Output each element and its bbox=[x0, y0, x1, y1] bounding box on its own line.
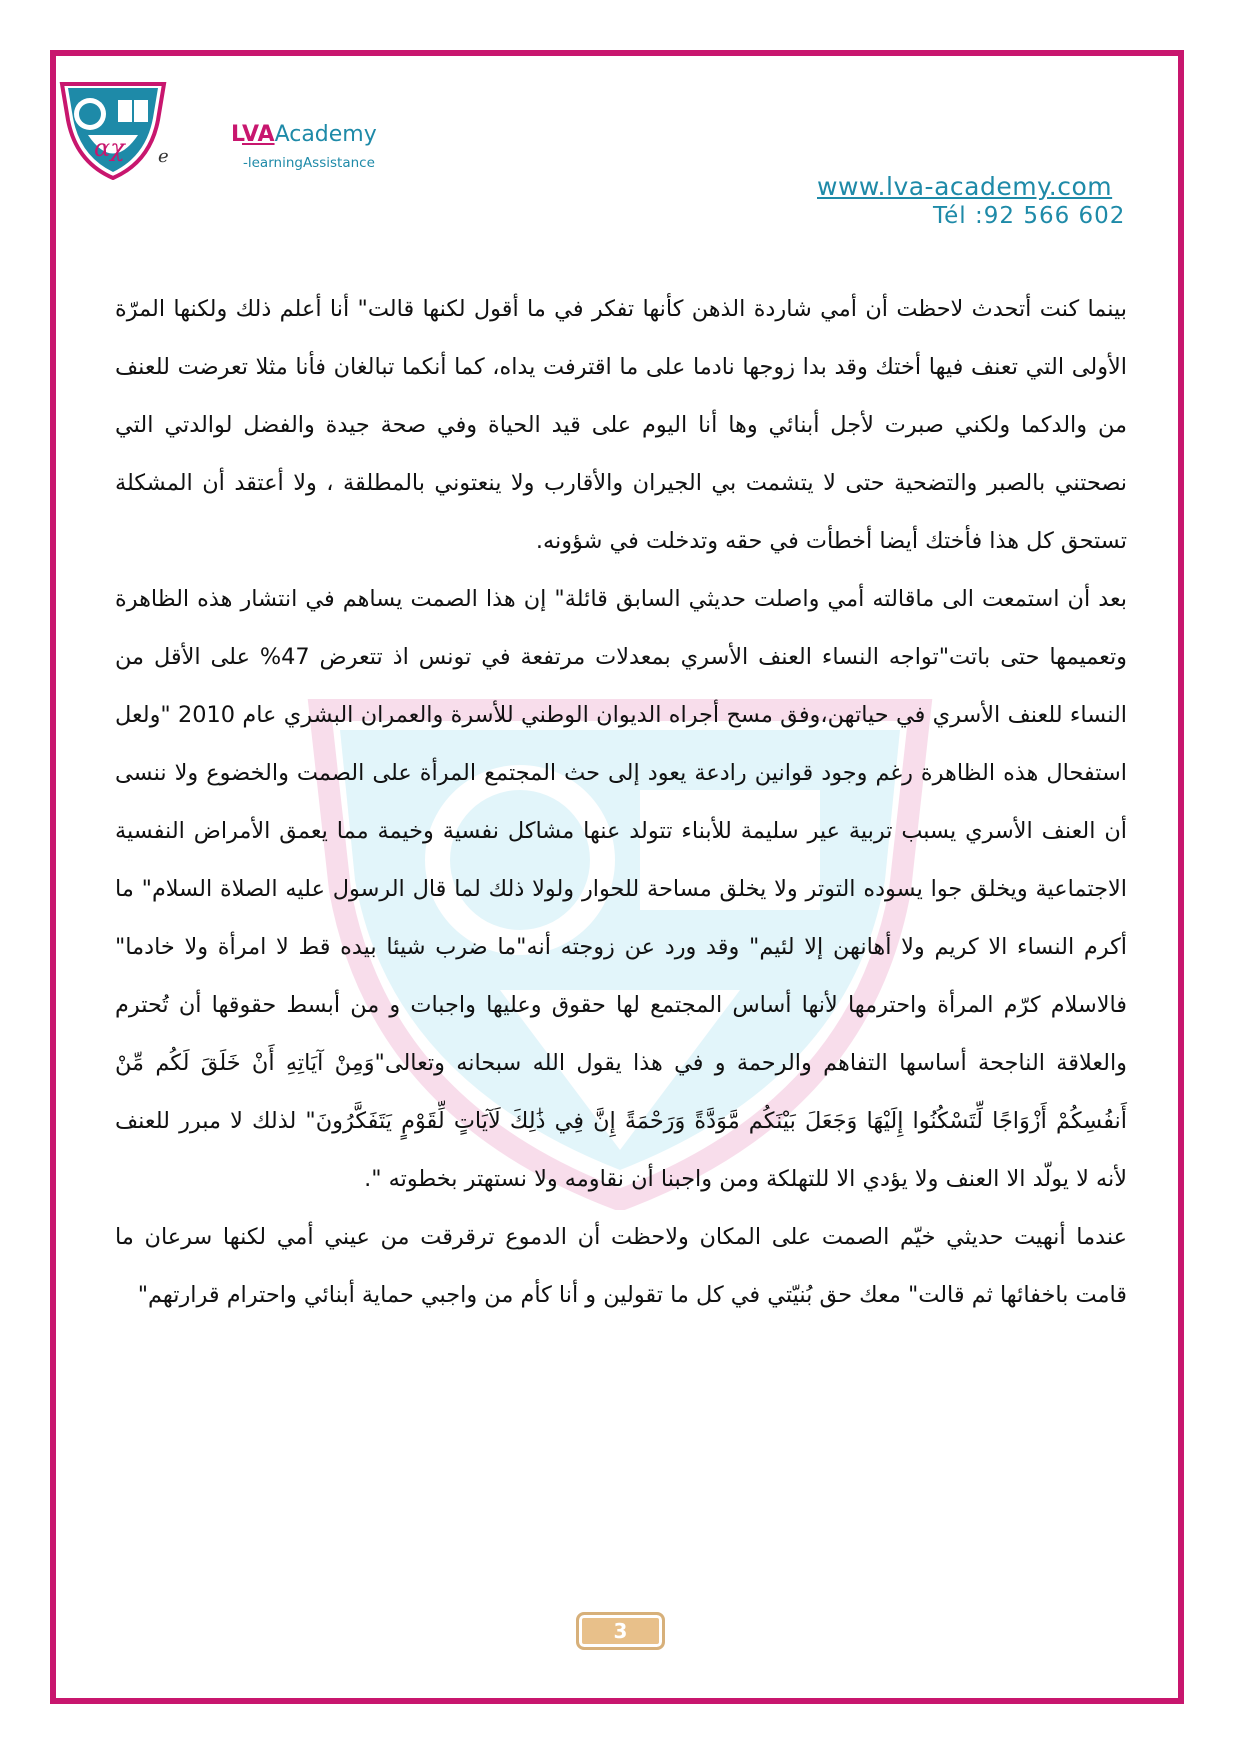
brand-tagline: -learningAssistance bbox=[243, 155, 375, 171]
paragraph-3: عندما أنهيت حديثي خيّم الصمت على المكان ولاحظت أن الدموع ترقرقت من عيني أمي لكنها سرعان ما قامت باخفائها ثم قالت" معك حق بُنيّتي في كل ما تقولين و أنا كأم من واجبي حماية أبنائي واحترام قرارتهم" bbox=[115, 1224, 1127, 1308]
brand-va: VA bbox=[242, 122, 275, 147]
brand-name bbox=[231, 122, 377, 147]
phone-number: Tél :92 566 602 bbox=[933, 203, 1126, 229]
brand-l: L bbox=[231, 122, 242, 147]
svg-text:αχ: αχ bbox=[94, 134, 125, 162]
academy-logo bbox=[58, 80, 168, 180]
website-link[interactable]: www.lva-academy.com bbox=[817, 172, 1113, 201]
paragraph-2: بعد أن استمعت الى ماقالته أمي واصلت حديثي السابق قائلة" إن هذا الصمت يساهم في انتشار هذه الظاهرة وتعميمها حتى باتت"تواجه النساء العنف الأسري بمعدلات مرتفعة في تونس اذ تتعرض 47% على الأقل من النساء للعنف الأسري في حياتهن،وفق مسح أجراه الديوان الوطني للأسرة والعمران البشري عام 2010 "ولعل استفحال هذه الظاهرة رغم وجود قوانين رادعة يعود إلى حث المجتمع المرأة على الصمت والخضوع ولا ننسى أن العنف الأسري يسبب تربية عير سليمة للأبناء تتولد عنها مشاكل نفسية وخيمة مما يعمق الأمراض النفسية الاجتماعية ويخلق جوا يسوده التوتر ولا يخلق مساحة للحوار ولولا ذلك لما قال الرسول عليه الصلاة السلام" ما أكرم النساء الا كريم ولا أهانهن إلا لئيم" وقد ورد عن زوجته أنه"ما ضرب شيئا بيده قط لا امرأة ولا خادما" فالاسلام كرّم المرأة واحترمها لأنها أساس المجتمع لها حقوق وعليها واجبات و من أبسط حقوقها أن تُحترم والعلاقة الناجحة أساسها التفاهم والرحمة و في هذا يقول الله سبحانه وتعالى"وَمِنْ آيَاتِهِ أَنْ خَلَقَ لَكُم مِّنْ أَنفُسِكُمْ أَزْوَاجًا لِّتَسْكُنُوا إِلَيْهَا وَجَعَلَ بَيْنَكُم مَّوَدَّةً وَرَحْمَةً إِنَّ فِي ذَٰلِكَ لَآيَاتٍ لِّقَوْمٍ يَتَفَكَّرُونَ" لذلك لا مبرر للعنف لأنه لا يولّد الا العنف ولا يؤدي الا للتهلكة ومن واجبنا أن نقاومه ولا نستهتر بخطوته ". bbox=[115, 586, 1128, 1192]
article-body bbox=[115, 280, 1127, 1324]
logo-e-letter: e bbox=[158, 146, 169, 167]
paragraph-1: بينما كنت أتحدث لاحظت أن أمي شاردة الذهن كأنها تفكر في ما أقول لكنها قالت" أنا أعلم ذلك ولكنها المرّة الأولى التي تعنف فيها أختك وقد بدا زوجها نادما على ما اقترفت يداه، كما أنكما تبالغان فأنا مثلا تعرضت للعنف من والدكما ولكني صبرت لأجل أبنائي وها أنا اليوم على قيد الحياة وفي صحة جيدة والفضل لوالدتي التي نصحتني بالصبر والتضحية حتى لا يتشمت بي الجيران والأقارب ولا ينعتوني بالمطلقة ، ولا أعتقد أن المشكلة تستحق كل هذا فأختك أيضا أخطأت في حقه وتدخلت في شؤونه. bbox=[115, 296, 1127, 554]
brand-academy: Academy bbox=[274, 122, 377, 147]
page-number-badge: 3 bbox=[576, 1612, 665, 1650]
